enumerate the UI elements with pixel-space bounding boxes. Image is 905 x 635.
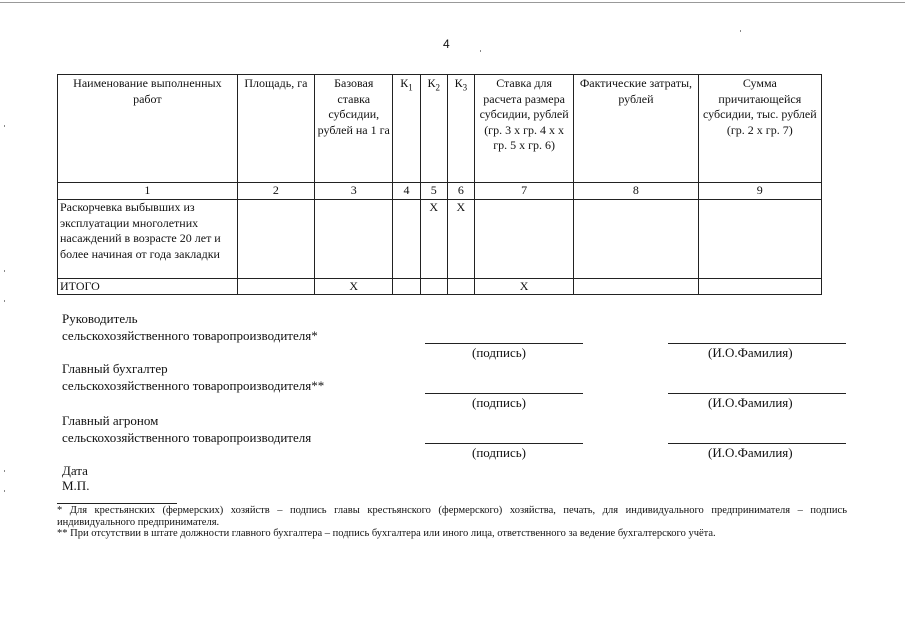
table-row bbox=[58, 200, 822, 279]
signatory-title-org: сельскохозяйственного товаропроизводителя** bbox=[62, 378, 325, 393]
signature-line bbox=[425, 443, 583, 444]
footnote-second: ** При отсутствии в штате должности главного бухгалтера – подпись бухгалтера или иного лица, ответственного за ведение бухгалтерского учёта. bbox=[57, 528, 716, 539]
header-subsidy-sum: Сумма причитающейся субсидии, тыс. рублей (гр. 2 х гр. 7) bbox=[698, 75, 821, 183]
header-actual-costs: Фактические затраты, рублей bbox=[574, 75, 698, 183]
base-rate-cell: Х bbox=[315, 279, 393, 295]
signatory-title-org: сельскохозяйственного товаропроизводителя bbox=[62, 430, 312, 445]
page-number: 4 bbox=[443, 37, 450, 51]
name-caption: (И.О.Фамилия) bbox=[708, 395, 793, 410]
signatory-title: Руководитель bbox=[62, 311, 138, 326]
scan-speck bbox=[480, 50, 481, 52]
name-caption: (И.О.Фамилия) bbox=[708, 445, 793, 460]
k1-cell bbox=[393, 200, 420, 279]
name-line bbox=[668, 443, 846, 444]
signatory-title: Главный агроном bbox=[62, 413, 159, 428]
top-border-line bbox=[0, 2, 905, 3]
area-cell bbox=[237, 200, 314, 279]
base-rate-cell bbox=[315, 200, 393, 279]
k1-cell bbox=[393, 279, 420, 295]
work-name-cell: Раскорчевка выбывших из эксплуатации многолетних насаждений в возрасте 20 лет и более начиная от года закладки bbox=[58, 200, 238, 279]
date-label: Дата bbox=[62, 463, 88, 478]
stamp-label: М.П. bbox=[62, 478, 90, 493]
header-area: Площадь, га bbox=[237, 75, 314, 183]
scan-speck bbox=[4, 470, 5, 472]
subsidy-sum-cell bbox=[698, 279, 821, 295]
col-number: 3 bbox=[315, 183, 393, 200]
scan-speck bbox=[4, 125, 5, 127]
header-calc-rate: Ставка для расчета размера субсидии, рублей (гр. 3 х гр. 4 х х гр. 5 х гр. 6) bbox=[474, 75, 573, 183]
signature-block-director bbox=[62, 310, 318, 344]
scan-speck bbox=[4, 490, 5, 492]
column-number-row bbox=[58, 183, 822, 200]
name-line bbox=[668, 393, 846, 394]
total-row bbox=[58, 279, 822, 295]
footnote-separator bbox=[57, 503, 177, 504]
calc-rate-cell bbox=[474, 200, 573, 279]
total-label: ИТОГО bbox=[58, 279, 238, 295]
name-caption: (И.О.Фамилия) bbox=[708, 345, 793, 360]
col-number: 9 bbox=[698, 183, 821, 200]
col-number: 7 bbox=[474, 183, 573, 200]
signature-caption: (подпись) bbox=[472, 395, 526, 410]
area-cell bbox=[237, 279, 314, 295]
k2-cell: Х bbox=[420, 200, 447, 279]
table-header-row bbox=[58, 75, 822, 183]
col-number: 4 bbox=[393, 183, 420, 200]
k3-cell bbox=[447, 279, 474, 295]
signature-line bbox=[425, 343, 583, 344]
calc-rate-cell: Х bbox=[474, 279, 573, 295]
footnote-first: * Для крестьянских (фермерских) хозяйств – подпись главы крестьянского (фермерского) хозяйства, печать, для индивидуального предпринимателя – подпись индивидуального предпринимателя. bbox=[57, 505, 847, 528]
subsidy-sum-cell bbox=[698, 200, 821, 279]
header-base-rate: Базовая ставка субсидии, рублей на 1 га bbox=[315, 75, 393, 183]
k3-cell: Х bbox=[447, 200, 474, 279]
name-line bbox=[668, 343, 846, 344]
signature-line bbox=[425, 393, 583, 394]
scan-speck bbox=[4, 300, 5, 302]
signature-block-agronomist bbox=[62, 412, 311, 446]
subsidy-calculation-table bbox=[57, 74, 822, 295]
header-k2: $К_2$ bbox=[420, 75, 447, 183]
date-stamp-block bbox=[62, 463, 89, 493]
scan-speck bbox=[4, 270, 5, 272]
scan-speck bbox=[740, 30, 741, 32]
footnotes bbox=[57, 505, 847, 540]
col-number: 8 bbox=[574, 183, 698, 200]
header-k3: $К_3$ bbox=[447, 75, 474, 183]
signature-caption: (подпись) bbox=[472, 445, 526, 460]
signature-caption: (подпись) bbox=[472, 345, 526, 360]
signatory-title: Главный бухгалтер bbox=[62, 361, 168, 376]
col-number: 1 bbox=[58, 183, 238, 200]
k2-cell bbox=[420, 279, 447, 295]
col-number: 6 bbox=[447, 183, 474, 200]
header-work-name: Наименование выполненных работ bbox=[58, 75, 238, 183]
col-number: 5 bbox=[420, 183, 447, 200]
signatory-title-org: сельскохозяйственного товаропроизводителя* bbox=[62, 328, 318, 343]
col-number: 2 bbox=[237, 183, 314, 200]
header-k1: $К_1$ bbox=[393, 75, 420, 183]
signature-block-accountant bbox=[62, 360, 324, 394]
actual-costs-cell bbox=[574, 279, 698, 295]
actual-costs-cell bbox=[574, 200, 698, 279]
